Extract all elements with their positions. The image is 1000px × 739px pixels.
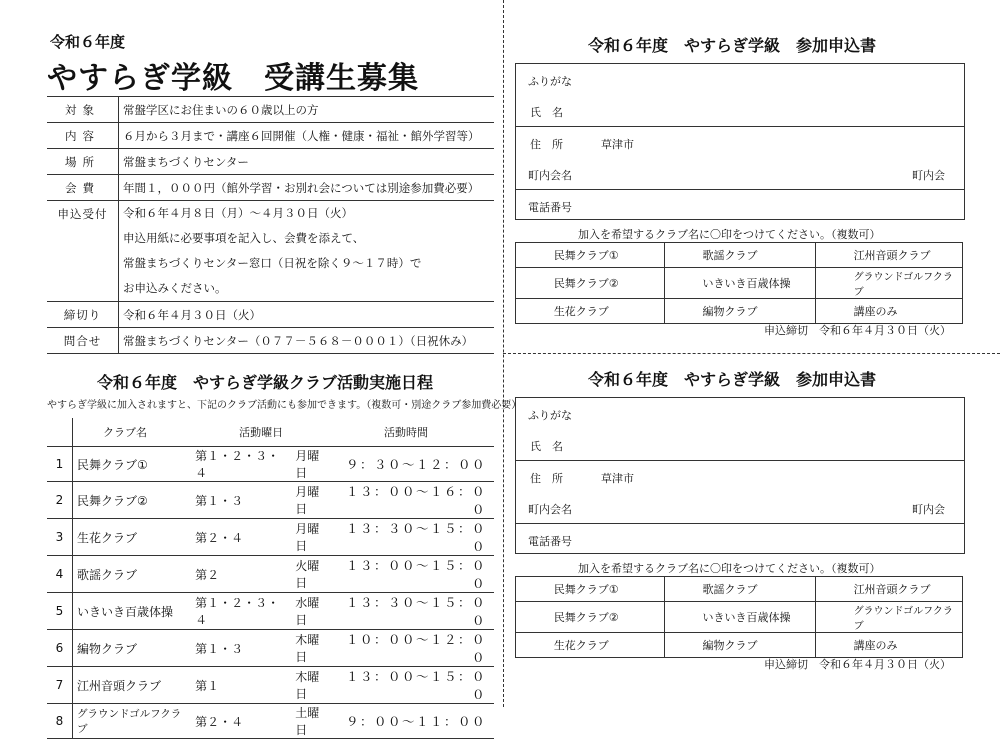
row-time: １３：３０～１５：００ [334,593,494,630]
club-option: 民舞クラブ① [550,243,664,268]
info-row [47,149,494,175]
schedule-header [47,418,494,447]
form-field-row[interactable] [516,461,964,492]
info-row [47,175,494,201]
club-option: 生花クラブ [550,633,664,658]
row-club: 民舞クラブ① [73,447,192,482]
club-option: 民舞クラブ① [550,577,664,602]
info-value: 申込用紙に必要事項を記入し、会費を添えて、 [123,231,365,245]
recruit-title: やすらぎ学級 受講生募集 [47,61,419,96]
schedule-row [47,593,494,630]
club-option: 江州音頭クラブ [850,577,963,602]
row-club: 江州音頭クラブ [73,667,192,704]
schedule-row [47,704,494,739]
club-choice-table [515,576,963,658]
form-deadline: 申込締切 令和６年４月３０日（火） [764,324,951,337]
schedule-title: 令和６年度 やすらぎ学級クラブ活動実施日程 [97,373,434,392]
town-label: 町内会名 [528,169,572,182]
club-option: 編物クラブ [699,633,816,658]
phone-label: 電話番号 [528,201,572,214]
club-option: いきいき百歳体操 [699,602,816,633]
club-mark-cell[interactable] [664,602,698,633]
info-row [47,97,494,123]
form-title: 令和６年度 やすらぎ学級 参加申込書 [588,36,877,55]
town-suffix-label: 町内会 [912,503,945,516]
row-club: 民舞クラブ② [73,482,192,519]
club-option: 江州音頭クラブ [850,243,963,268]
row-weeks: 第２・４ [191,519,291,556]
info-label: 会費 [47,175,119,201]
club-mark-cell[interactable] [516,602,550,633]
row-day: 月曜日 [291,482,334,519]
form-field-row[interactable] [516,524,964,555]
horizontal-cut-line [503,353,1000,354]
row-number: 5 [47,593,73,630]
form-field-row[interactable] [516,95,964,127]
info-label: 締切り [47,302,119,328]
row-number: 3 [47,519,73,556]
row-weeks: 第１・２・３・４ [191,593,291,630]
club-mark-cell[interactable] [664,577,698,602]
club-option: 編物クラブ [699,299,816,324]
club-option: グラウンドゴルフクラブ [850,602,963,633]
info-label: 対象 [47,97,119,123]
row-number: 8 [47,704,73,739]
info-row [47,302,494,328]
furigana-label: ふりがな [528,75,572,88]
form-field-row[interactable] [516,190,964,221]
row-club: いきいき百歳体操 [73,593,192,630]
row-day: 火曜日 [291,556,334,593]
row-time: １３：００～１５：００ [334,667,494,704]
form-fields-box [515,397,965,554]
club-mark-cell[interactable] [516,299,550,324]
club-choice-row [516,243,963,268]
header-club: クラブ名 [73,418,192,447]
club-choice-row [516,577,963,602]
city-label: 草津市 [601,472,634,485]
info-value: 令和６年４月８日（月）～４月３０日（火） [123,206,353,220]
town-label: 町内会名 [528,503,572,516]
info-label: 場所 [47,149,119,175]
town-suffix-label: 町内会 [912,169,945,182]
form-field-row[interactable] [516,158,964,190]
info-row [47,123,494,149]
club-mark-cell[interactable] [815,633,849,658]
row-day: 土曜日 [291,704,334,739]
club-option: グラウンドゴルフクラブ [850,268,963,299]
info-value: お申込みください。 [123,281,227,295]
info-label: 申込受付 [47,201,119,302]
row-time: １３：００～１５：００ [334,556,494,593]
schedule-row [47,667,494,704]
club-note: 加入を希望するクラブ名に〇印をつけてください。（複数可） [578,228,881,241]
club-mark-cell[interactable] [664,243,698,268]
form-deadline: 申込締切 令和６年４月３０日（火） [764,658,951,671]
row-weeks: 第１・３ [191,630,291,667]
club-option: 歌謡クラブ [699,577,816,602]
row-weeks: 第２・４ [191,704,291,739]
club-option: 講座のみ [850,299,963,324]
club-option: 歌謡クラブ [699,243,816,268]
schedule-row [47,519,494,556]
schedule-row [47,630,494,667]
club-option: いきいき百歳体操 [699,268,816,299]
club-mark-cell[interactable] [815,602,849,633]
info-value: ６月から３月まで・講座６回開催（人権・健康・福祉・館外学習等） [119,123,495,149]
club-mark-cell[interactable] [516,268,550,299]
club-mark-cell[interactable] [516,577,550,602]
club-mark-cell[interactable] [815,243,849,268]
schedule-note: やすらぎ学級に加入されますと、下記のクラブ活動にも参加できます。（複数可・別途クラブ参加費必要） [47,400,522,411]
info-row [47,328,494,354]
header-day: 活動曜日 [191,418,334,447]
row-day: 月曜日 [291,519,334,556]
row-number: 2 [47,482,73,519]
schedule-table [47,418,494,739]
form-field-row[interactable] [516,429,964,461]
info-value: 常盤まちづくりセンター窓口（日祝を除く９～１７時）で [123,256,422,270]
club-mark-cell[interactable] [664,633,698,658]
club-choice-row [516,268,963,299]
form-title: 令和６年度 やすらぎ学級 参加申込書 [588,370,877,389]
form-field-row[interactable] [516,64,964,95]
club-option: 民舞クラブ② [550,268,664,299]
row-club: 編物クラブ [73,630,192,667]
row-day: 木曜日 [291,667,334,704]
row-time: １０：００～１２：００ [334,630,494,667]
club-choice-row [516,299,963,324]
form-field-row[interactable] [516,398,964,429]
row-number: 4 [47,556,73,593]
row-weeks: 第１・３ [191,482,291,519]
row-weeks: 第１ [191,667,291,704]
info-label: 内容 [47,123,119,149]
row-time: ９：３０～１２：００ [334,447,494,482]
club-mark-cell[interactable] [815,577,849,602]
furigana-label: ふりがな [528,409,572,422]
club-mark-cell[interactable] [516,243,550,268]
club-mark-cell[interactable] [815,299,849,324]
header-time: 活動時間 [334,418,494,447]
row-weeks: 第２ [191,556,291,593]
club-mark-cell[interactable] [664,299,698,324]
row-club: 歌謡クラブ [73,556,192,593]
info-value: 令和６年４月３０日（火） [119,302,495,328]
schedule-row [47,447,494,482]
schedule-row [47,556,494,593]
row-club: 生花クラブ [73,519,192,556]
row-number: 7 [47,667,73,704]
club-choice-table [515,242,963,324]
address-label: 住 所 [530,138,563,151]
row-weeks: 第１・２・３・４ [191,447,291,482]
club-mark-cell[interactable] [516,633,550,658]
club-option: 講座のみ [850,633,963,658]
row-number: 1 [47,447,73,482]
info-value: 常盤まちづくりセンター（０７７－５６８－０００１）（日祝休み） [119,328,495,354]
club-mark-cell[interactable] [815,268,849,299]
club-note: 加入を希望するクラブ名に〇印をつけてください。（複数可） [578,562,881,575]
row-day: 木曜日 [291,630,334,667]
recruit-info-table [47,96,494,354]
row-time: １３：００～１６：００ [334,482,494,519]
form-field-row[interactable] [516,127,964,158]
phone-label: 電話番号 [528,535,572,548]
row-day: 月曜日 [291,447,334,482]
row-time: ９：００～１１：００ [334,704,494,739]
club-option: 民舞クラブ② [550,602,664,633]
form-fields-box [515,63,965,220]
club-choice-row [516,602,963,633]
schedule-row [47,482,494,519]
club-mark-cell[interactable] [664,268,698,299]
info-value: 常盤学区にお住まいの６０歳以上の方 [119,97,495,123]
info-label: 問合せ [47,328,119,354]
club-option: 生花クラブ [550,299,664,324]
address-label: 住 所 [530,472,563,485]
form-field-row[interactable] [516,492,964,524]
row-day: 水曜日 [291,593,334,630]
info-value: 年間１，０００円（館外学習・お別れ会については別途参加費必要） [119,175,495,201]
row-time: １３：３０～１５：００ [334,519,494,556]
name-label: 氏 名 [530,440,563,453]
name-label: 氏 名 [530,106,563,119]
club-choice-row [516,633,963,658]
city-label: 草津市 [601,138,634,151]
row-number: 6 [47,630,73,667]
info-value: 常盤まちづくりセンター [119,149,495,175]
recruit-year: 令和６年度 [50,33,126,51]
row-club: グラウンドゴルフクラブ [73,704,192,739]
info-row [47,201,494,302]
